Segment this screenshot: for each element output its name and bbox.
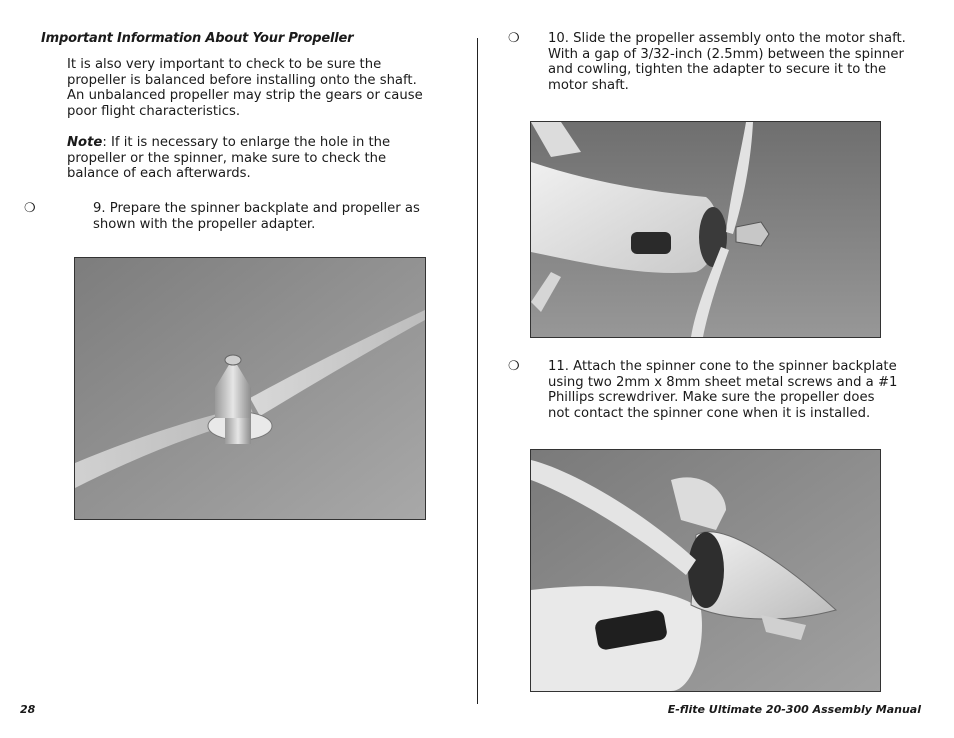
section-heading: Important Information About Your Propeller bbox=[41, 31, 354, 46]
column-divider bbox=[477, 38, 478, 704]
manual-title: E-flite Ultimate 20-300 Assembly Manual bbox=[667, 703, 921, 716]
checkbox-bullet-step-10: ❍ bbox=[508, 31, 520, 46]
note-label: Note bbox=[67, 135, 103, 150]
balance-paragraph: It is also very important to check to be sure the propeller is balanced before installing onto the shaft. An unbalanced propeller may strip the gears or cause poor flight characteristics. bbox=[67, 57, 423, 119]
spinner-cone-photo bbox=[530, 449, 881, 692]
checkbox-bullet-step-9: ❍ bbox=[24, 201, 36, 216]
propeller-backplate-photo bbox=[74, 257, 426, 520]
step-9-text: 9. Prepare the spinner backplate and propeller as shown with the propeller adapter. bbox=[93, 201, 420, 232]
page-number: 28 bbox=[20, 703, 36, 716]
step-10-text: 10. Slide the propeller assembly onto the motor shaft. With a gap of 3/32-inch (2.5mm) between the spinner and cowling, tighten the adapter to secure it to the motor shaft. bbox=[548, 31, 906, 93]
propeller-on-shaft-photo bbox=[530, 121, 881, 338]
step-11-text: 11. Attach the spinner cone to the spinner backplate using two 2mm x 8mm sheet metal screws and a #1 Phillips screwdriver. Make sure the propeller does not contact the spinner cone when it is installed. bbox=[548, 359, 898, 421]
checkbox-bullet-step-11: ❍ bbox=[508, 359, 520, 374]
note-text: : If it is necessary to enlarge the hole in the propeller or the spinner, make sure to check the balance of each afterwards. bbox=[67, 135, 391, 181]
note-paragraph bbox=[67, 135, 437, 182]
